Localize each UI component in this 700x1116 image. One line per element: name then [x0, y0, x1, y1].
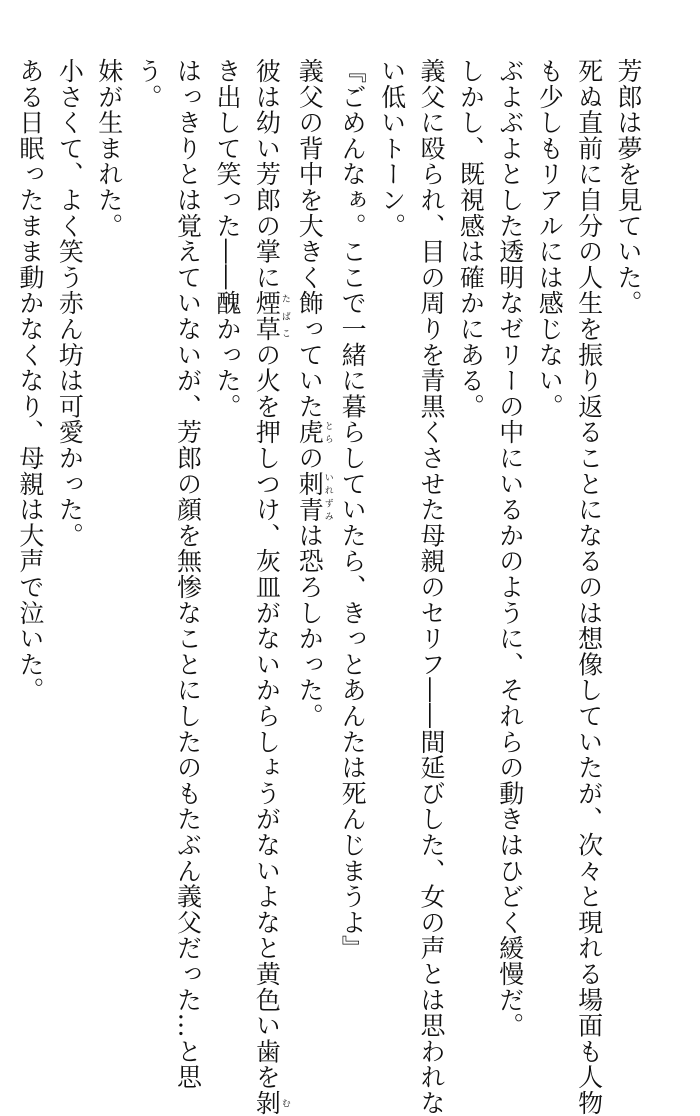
- text-line: [208, 58, 247, 978]
- text-line: [168, 58, 207, 1090]
- text-segment: はっきりとは覚えていないが、芳郎の顔を無惨なことにしたのもたぶん義父だった…と思: [173, 58, 203, 1090]
- ruby-base-text: 虎: [295, 419, 325, 446]
- text-segment: 『ごめんなぁ。ここで一緒に暮らしていたら、きっとあんたは死んじまうよ』: [338, 58, 368, 961]
- text-segment: 死ぬ直前に自分の人生を振り返ることになるのは想像していたが、次々と現れる場面も人物: [574, 58, 604, 1116]
- text-segment: き出して笑った――醜かった。: [212, 58, 242, 420]
- text-segment: う。: [134, 58, 164, 110]
- text-segment: 義父の背中を大きく飾っていた: [295, 58, 325, 420]
- text-segment: の火を押しつけ、灰皿がないからしょうがないよなと黄色い歯を: [252, 341, 282, 1091]
- text-segment: 彼は幼い芳郎の掌に: [252, 58, 282, 291]
- text-segment: しかし、既視感は確かにある。: [456, 58, 486, 420]
- furigana-reading: む: [279, 1090, 290, 1116]
- text-line: [609, 58, 648, 978]
- text-line: [530, 58, 569, 978]
- ruby-base-text: 煙草: [252, 290, 282, 342]
- text-line: [372, 58, 411, 978]
- text-segment: 芳郎は夢を見ていた。: [614, 58, 643, 316]
- text-segment: も少しもリアルには感じない。: [535, 58, 565, 420]
- text-segment: の: [295, 445, 325, 471]
- text-segment: 義父に殴られ、目の周りを青黒くさせた母親のセリフ――間延びした、女の声とは思われな: [416, 58, 446, 1116]
- furigana-reading: とら: [322, 419, 333, 446]
- text-segment: い低いトーン。: [377, 58, 407, 239]
- text-line: [451, 58, 490, 978]
- text-line: [247, 58, 290, 1116]
- text-segment: ある日眠ったまま動かなくなり、母親は大声で泣いた。: [15, 58, 45, 703]
- text-line: [89, 58, 128, 978]
- text-segment: 小さくて、よく笑う赤ん坊は可愛かった。: [55, 58, 85, 549]
- vertical-text-body: [11, 58, 649, 1116]
- text-segment: ぶよぶよとした透明なゼリーの中にいるかのように、それらの動きはひどく緩慢だ。: [495, 58, 525, 1039]
- furigana-reading: たばこ: [279, 290, 290, 342]
- text-line: [290, 58, 333, 978]
- ruby-base-text: 剝: [252, 1090, 282, 1116]
- ruby-annotated-word: [252, 290, 290, 342]
- text-line: [11, 58, 50, 978]
- text-line: [50, 58, 89, 978]
- ruby-annotated-word: [252, 1090, 290, 1116]
- ruby-base-text: 刺青: [295, 470, 325, 523]
- furigana-reading: いれずみ: [322, 470, 333, 523]
- text-line: [490, 58, 529, 1039]
- ruby-annotated-word: [295, 470, 333, 523]
- text-segment: は恐ろしかった。: [295, 522, 325, 729]
- text-line: [333, 58, 372, 978]
- text-line: [569, 58, 608, 1116]
- ruby-annotated-word: [295, 419, 333, 446]
- text-segment: 妹が生まれた。: [94, 58, 124, 239]
- text-line: [412, 58, 451, 1116]
- text-line: [129, 58, 168, 978]
